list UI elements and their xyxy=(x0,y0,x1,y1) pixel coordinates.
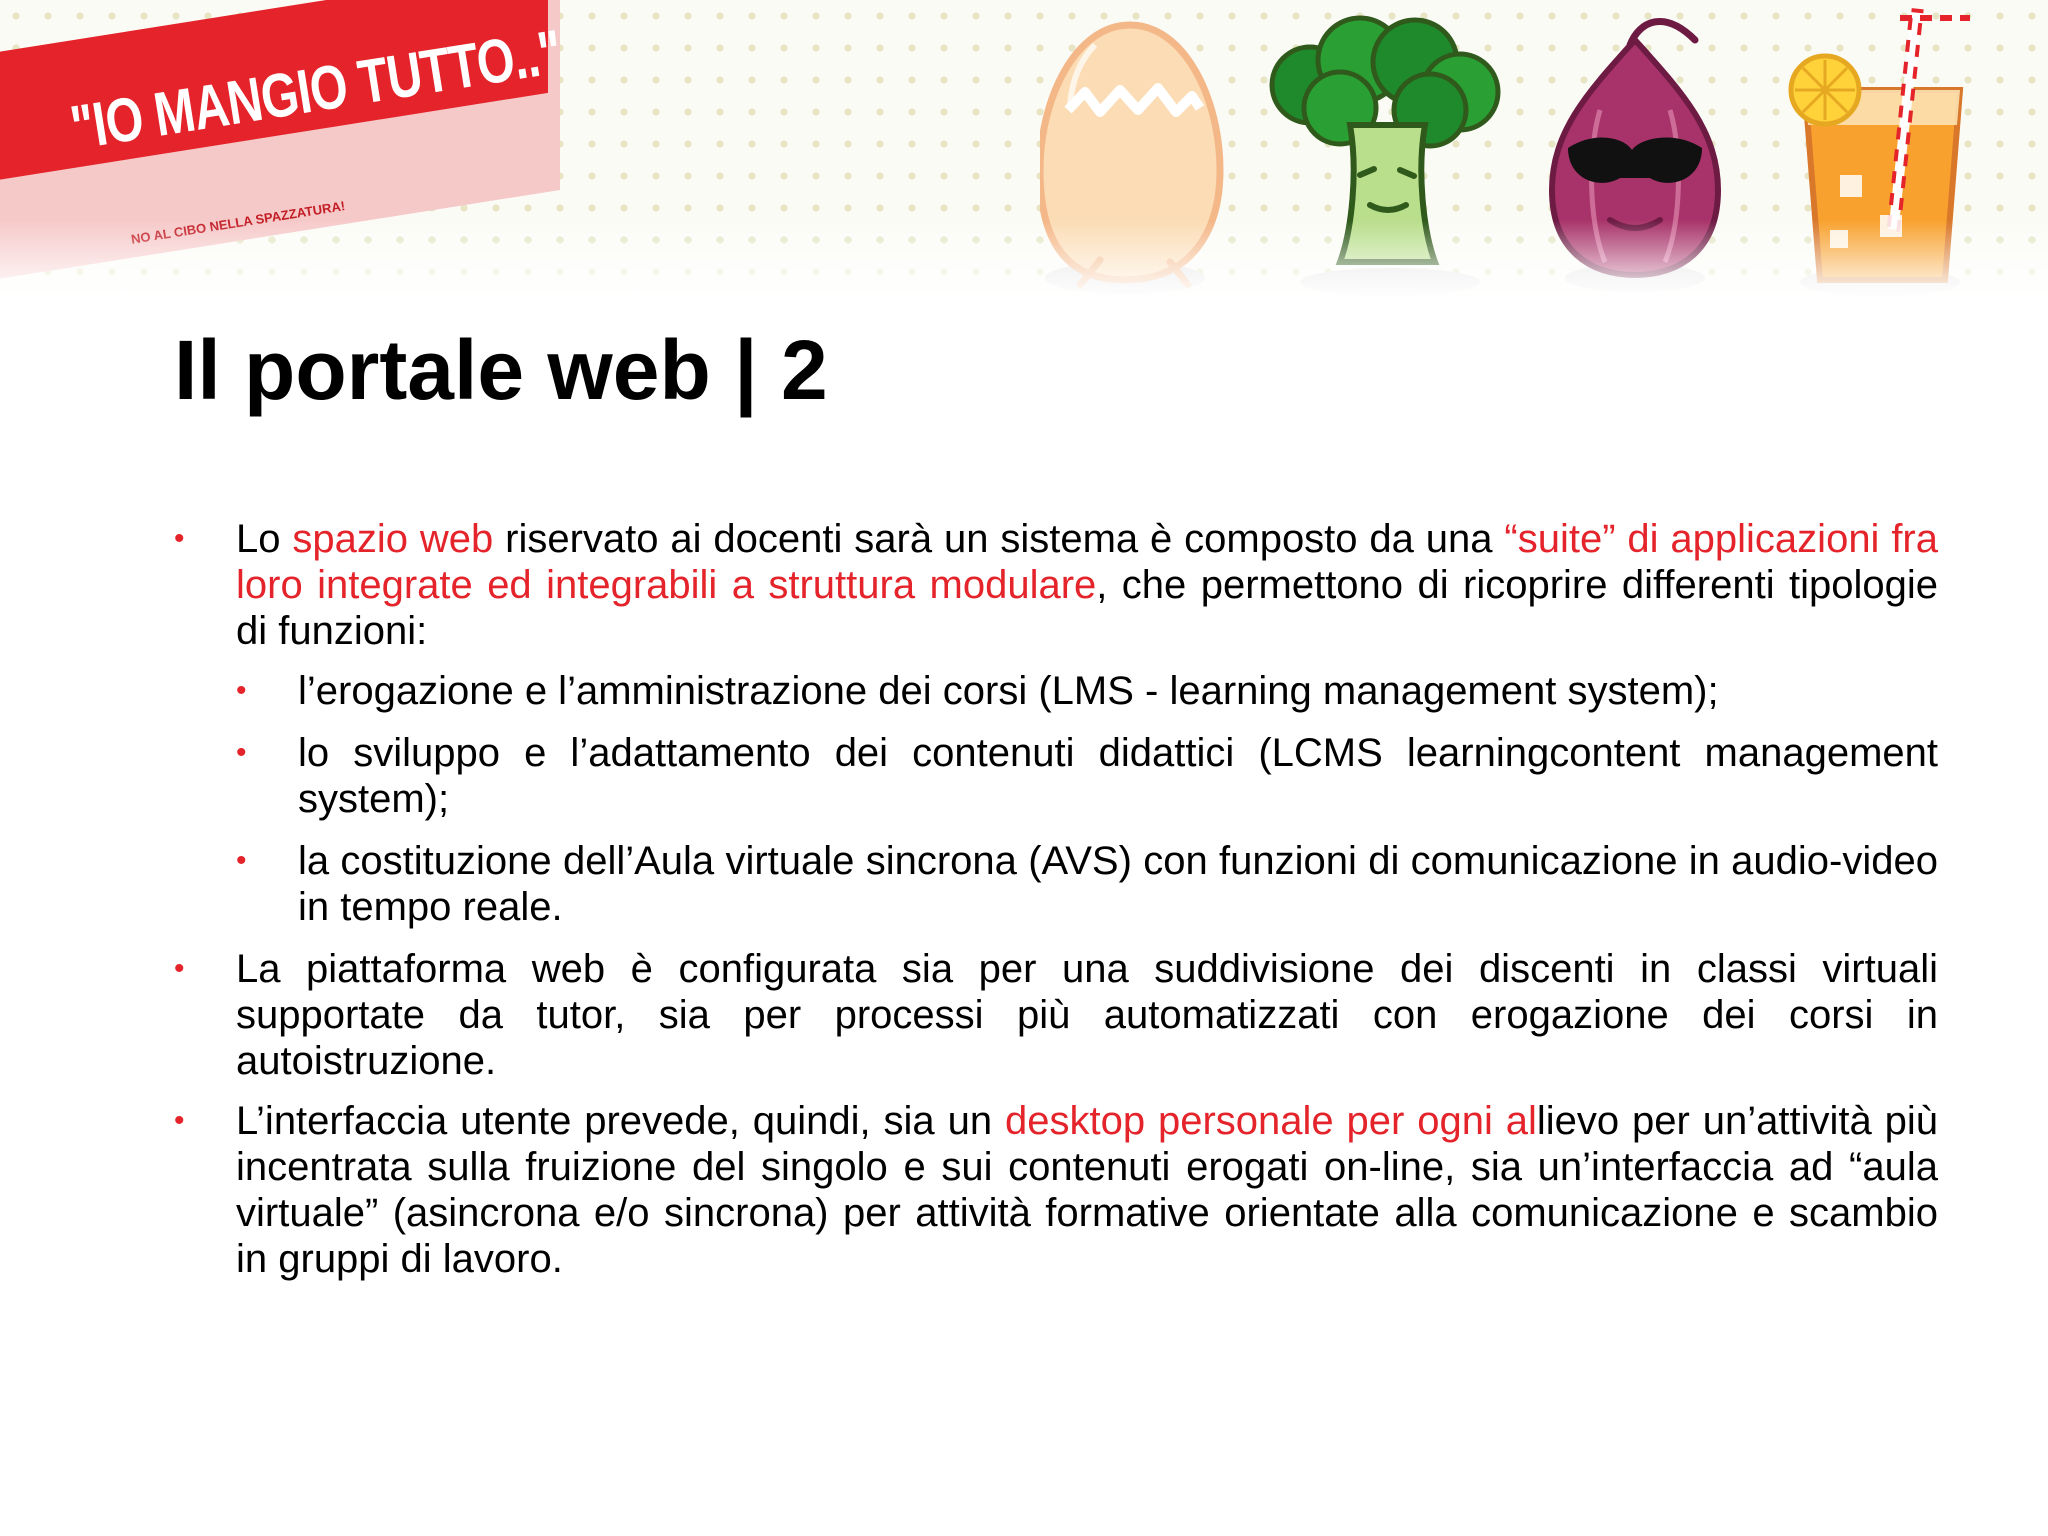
sub-bullet-text: l’erogazione e l’amministrazione dei corsi (LMS - learning management system); xyxy=(298,669,1719,713)
sub-bullet-text: lo sviluppo e l’adattamento dei contenuti didattici (LCMS learningcontent management system); xyxy=(298,731,1938,821)
bullet-list xyxy=(174,516,1938,1296)
slide-title: Il portale web | 2 xyxy=(174,323,828,417)
sub-bullet-item xyxy=(236,730,1938,822)
highlighted-text: spazio web xyxy=(292,517,494,561)
bullet-marker: • xyxy=(174,1104,185,1137)
header-fade xyxy=(0,220,2048,300)
highlighted-text: “suite” di applicazioni fra loro integrate ed integrabili a struttura modulare xyxy=(236,517,1938,607)
bullet-item xyxy=(174,1098,1938,1282)
sub-bullet-item xyxy=(236,668,1938,714)
bullet-text: La piattaforma web è configurata sia per una suddivisione dei discenti in classi virtuali supportate da tutor, sia per processi più automatizzati con erogazione dei corsi in autoistruzione. xyxy=(236,947,1938,1083)
bullet-text: Lo xyxy=(236,517,293,561)
bullet-marker: • xyxy=(174,522,185,555)
bullet-item xyxy=(174,516,1938,654)
logo-text: "IO MANGIO TUTTO.." xyxy=(66,17,566,164)
sub-bullet-item xyxy=(236,838,1938,930)
bullet-marker: • xyxy=(236,736,247,769)
highlighted-text: desktop personale per ogni al xyxy=(1004,1099,1537,1143)
bullet-text: L’interfaccia utente prevede, quindi, sia un xyxy=(236,1099,1005,1143)
bullet-text: riservato ai docenti sarà un sistema è composto da una xyxy=(493,517,1505,561)
bullet-text: , che permettono di ricoprire differenti tipologie di funzioni: xyxy=(236,563,1938,653)
bullet-item xyxy=(174,946,1938,1084)
header-banner xyxy=(0,0,2048,300)
bullet-marker: • xyxy=(236,844,247,877)
sub-bullet-text: la costituzione dell’Aula virtuale sincrona (AVS) con funzioni di comunicazione in audio-video in tempo reale. xyxy=(298,839,1938,929)
bullet-marker: • xyxy=(236,674,247,707)
bullet-text: lievo per un’attività più incentrata sulla fruizione del singolo e sui contenuti erogati on-line, sia un’interfaccia ad “aula virtuale” (asincrona e/o sincrona) per attività formative orientate alla comunicazione e scambio in gruppi di lavoro. xyxy=(236,1099,1939,1281)
bullet-marker: • xyxy=(174,952,185,985)
